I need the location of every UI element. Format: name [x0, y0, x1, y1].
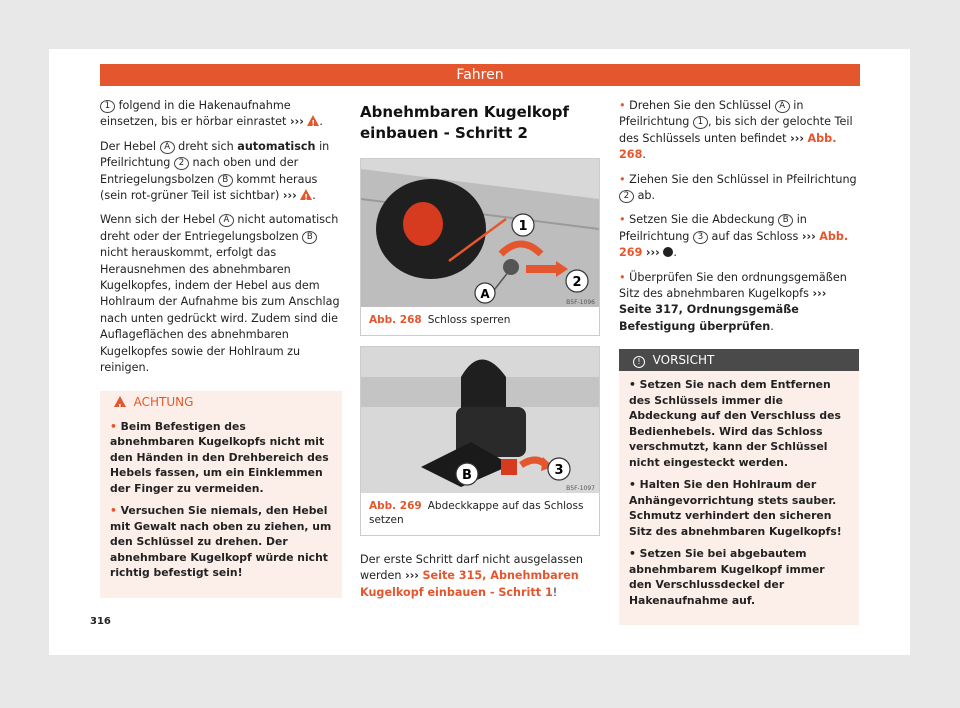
- vorsicht-item: • Halten Sie den Hohlraum der Anhängevorrichtung stets sauber. Schmutz verhindert den sicheren Sitz des abnehmbaren Kugelkopfs!: [629, 478, 842, 538]
- reference-arrow-icon: ›››: [645, 246, 660, 260]
- bullet-icon: •: [629, 547, 636, 561]
- vorsicht-body: [619, 371, 859, 625]
- label-badge-b: B: [302, 231, 317, 244]
- info-circle-icon: !: [633, 356, 645, 368]
- paragraph-1: 1 folgend in die Hakenaufnahme einsetzen, bis er hörbar einrastet ››› ! .: [100, 98, 342, 131]
- svg-text:A: A: [480, 287, 490, 301]
- step-badge: 1: [693, 116, 708, 129]
- step-item: • Setzen Sie die Abdeckung B in Pfeilrichtung 3 auf das Schloss ››› Abb. 269 ››› .: [619, 213, 849, 260]
- page-reference-link[interactable]: Seite 317, Ordnungsgemäße Befestigung überprüfen: [619, 303, 799, 333]
- bullet-icon: •: [619, 172, 626, 186]
- vorsicht-item: • Setzen Sie nach dem Entfernen des Schlüssels immer die Abdeckung auf den Verschluss des Bedienhebels. Wird das Schloss verschmutzt, kann der Schlüssel nicht eingesteckt werden.: [629, 378, 841, 469]
- figure-caption: Abb. 269 Abdeckkappe auf das Schloss setzen: [369, 500, 584, 526]
- bullet-icon: •: [629, 378, 636, 392]
- info-icon: [663, 247, 673, 257]
- bullet-icon: •: [619, 270, 626, 284]
- label-badge-a: A: [219, 214, 234, 227]
- bullet-icon: •: [110, 504, 117, 517]
- svg-text:3: 3: [554, 463, 564, 478]
- label-badge-a: A: [160, 141, 175, 154]
- bullet-icon: •: [110, 419, 117, 433]
- paragraph-3: Wenn sich der Hebel A nicht automatisch dreht oder der Entriegelungsbolzen B nicht herauskommt, erfolgt das Herausnehmen des abnehmbaren Kugelkopfes, indem der Hebel aus dem Hohlraum der Aufnahme bis zum Anschlag nach unten gedrückt wird. Zudem sind die Auflageflächen des abnehmbaren Kugelkopfes sowie der Hohlraum zu reinigen.: [100, 213, 340, 375]
- figure-268-illustration: [361, 159, 599, 307]
- vorsicht-item: • Setzen Sie bei abgebautem abnehmbarem Kugelkopf immer den Verschlussdeckel der Hakenaufnahme auf.: [629, 547, 825, 607]
- step-item: • Drehen Sie den Schlüssel A in Pfeilrichtung 1 , bis sich der gelochte Teil des Schlüssels unten befindet ››› Abb. 268.: [619, 99, 853, 162]
- achtung-item: • Versuchen Sie niemals, den Hebel mit Gewalt nach oben zu ziehen, um den Schlüssel zu drehen. Der abnehmbare Kugelkopf würde nicht richtig befestigt sein!: [110, 504, 332, 579]
- step-badge: 2: [619, 190, 634, 203]
- label-badge-b: B: [778, 214, 793, 227]
- vorsicht-header: ! VORSICHT: [619, 349, 859, 371]
- section-heading: Abnehmbaren Kugelkopf einbauen - Schritt 2: [360, 103, 570, 142]
- svg-text:B5F-1096: B5F-1096: [566, 299, 595, 306]
- reference-arrow-icon: ›››: [801, 229, 816, 243]
- page-number: 316: [90, 616, 111, 627]
- warning-icon: [114, 396, 126, 407]
- reference-arrow-icon: ›››: [282, 189, 297, 203]
- section-header: Fahren: [100, 64, 860, 86]
- step-item: • Ziehen Sie den Schlüssel in Pfeilrichtung 2 ab.: [619, 172, 857, 203]
- achtung-box: [100, 391, 342, 598]
- svg-text:B5F-1097: B5F-1097: [566, 485, 595, 492]
- step-badge: 2: [174, 157, 189, 170]
- achtung-item: • Beim Befestigen des abnehmbaren Kugelkopfs nicht mit den Händen in den Drehbereich des Hebels fassen, um ein Einklemmen der Finger zu vermeiden.: [110, 419, 329, 495]
- figure-caption: Abb. 268 Schloss sperren: [369, 314, 511, 326]
- achtung-body: [100, 413, 342, 598]
- page-reference-link[interactable]: Seite 315, Abnehmbaren Kugelkopf einbauen - Schritt 1: [360, 569, 579, 599]
- svg-text:1: 1: [518, 219, 528, 234]
- figure-reference-link[interactable]: Abb. 268: [619, 131, 837, 162]
- step-item: • Überprüfen Sie den ordnungsgemäßen Sitz des abnehmbaren Kugelkopfs ››› Seite 317, Ordnungsgemäße Befestigung überprüfen.: [619, 270, 847, 333]
- step-badge: 3: [693, 231, 708, 244]
- step-badge: 1: [100, 100, 115, 113]
- svg-text:B: B: [462, 468, 472, 483]
- reference-arrow-icon: ›››: [790, 131, 804, 145]
- paragraph-step-note: Der erste Schritt darf nicht ausgelassen werden ››› Seite 315, Abnehmbaren Kugelkopf einbauen - Schritt 1!: [360, 553, 583, 599]
- bullet-icon: •: [619, 213, 626, 227]
- achtung-header: ! ACHTUNG: [100, 391, 342, 413]
- figure-reference-link[interactable]: Abb. 269: [619, 229, 849, 260]
- warning-icon: [307, 115, 319, 126]
- column-2: [360, 98, 600, 609]
- reference-arrow-icon: ›››: [812, 287, 827, 301]
- figure-268: [360, 158, 600, 336]
- bullet-icon: •: [619, 99, 626, 112]
- svg-text:2: 2: [572, 275, 582, 290]
- figure-269-illustration: [361, 347, 599, 493]
- label-badge-a: A: [775, 100, 790, 113]
- column-3: [619, 98, 859, 625]
- reference-arrow-icon: ›››: [290, 115, 304, 129]
- vorsicht-box: [619, 349, 859, 625]
- bullet-icon: •: [629, 478, 636, 492]
- warning-icon: [300, 189, 312, 200]
- column-1: [100, 98, 342, 598]
- label-badge-b: B: [218, 174, 233, 187]
- figure-269: [360, 346, 600, 536]
- paragraph-2: Der Hebel A dreht sich automatisch in Pfeilrichtung 2 nach oben und der Entriegelungsbolzen B kommt heraus (sein rot-grüner Teil ist sichtbar) ››› ! .: [100, 139, 342, 205]
- reference-arrow-icon: ›››: [405, 569, 419, 583]
